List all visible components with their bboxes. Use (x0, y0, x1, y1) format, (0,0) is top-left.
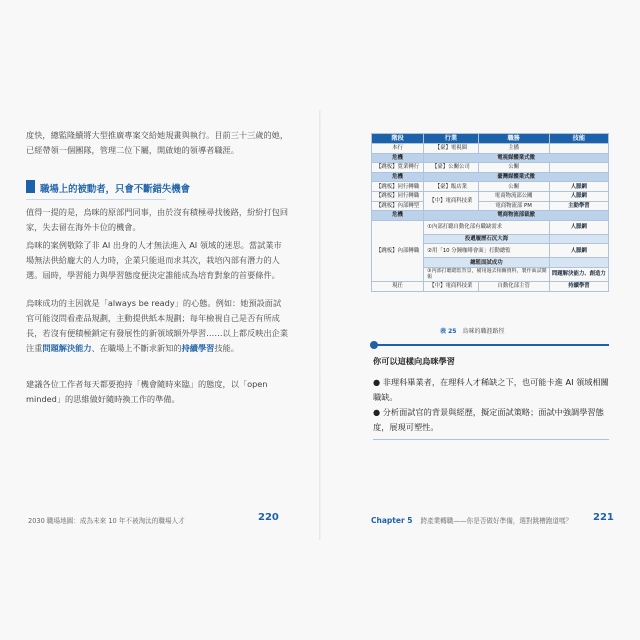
cell-step: ①內部打聽自動化部有職缺需求 (424, 220, 550, 234)
cell-skill: 主動學習 (549, 201, 608, 211)
table-row-crisis (372, 172, 609, 182)
cell-crisis: 臺灣媒體業式微 (424, 172, 609, 182)
table-row (372, 201, 609, 211)
cell-stage: 【跳板】同行轉職 (372, 191, 424, 201)
cell-stage: 【跳板】內部轉型 (372, 201, 424, 211)
cell-crisis: 電視媒體業式微 (424, 153, 609, 163)
left-footer: 2030 職場地圖：成為未來 10 年不被淘汰的職場人才 (28, 517, 185, 525)
paragraph-4 (26, 296, 288, 356)
cell-step: ②用「10 分鐘咖啡會面」打動總監 (424, 244, 550, 258)
tip-item: ● 非理科畢業者，在理科人才稀缺之下，也可能卡進 AI 領域相關職缺。 (373, 377, 609, 402)
cell-step: ③內部打聽總監背景，備用過去相關資料，製作面試簡報 (424, 267, 550, 281)
cell-stage: 危機 (372, 172, 424, 182)
cell-skill: 問題解決能力、創造力 (549, 267, 608, 281)
cell-stage: 【跳板】寬業轉行 (372, 163, 424, 173)
table-row (372, 191, 609, 201)
caption-text: 烏咪的職涯路徑 (462, 328, 505, 335)
paragraph-4-text-c: 技能。 (214, 343, 239, 353)
tip-dot-icon (370, 341, 378, 349)
section-title: 職場上的被動者，只會不斷錯失機會 (40, 184, 191, 195)
paragraph-2: 值得一提的是，烏咪的原部門同事，由於沒有積極尋找後路，紛紛打包回家，失去留在海外卡位的機會。 (26, 207, 289, 232)
tip-bottom-rule (373, 439, 609, 440)
cell-role: 公關 (478, 163, 549, 173)
cell-industry: 【臺】公關公司 (424, 163, 479, 173)
cell-industry: 【中】電商科技業 (424, 281, 479, 291)
table-row (372, 281, 609, 291)
career-path-table (371, 133, 609, 292)
cell-stage: 危機 (372, 153, 424, 163)
highlight-problem-solving: 問題解決能力 (42, 343, 92, 353)
caption-number: 表 25 (440, 328, 457, 335)
header-skill: 技能 (549, 134, 608, 144)
paragraph-5: 建議各位工作者每天都要抱持「機會隨時來臨」的態度，以「open minded」的思維做好隨時換工作的準備。 (26, 379, 268, 404)
cell-role: 公關 (478, 182, 549, 192)
header-industry: 行業 (424, 134, 479, 144)
cell-skill: 人脈網 (549, 244, 608, 258)
tip-title: 你可以這樣向烏咪學習 (373, 356, 455, 366)
cell-role: 電商物流部 PM (478, 201, 549, 211)
table-row (372, 163, 609, 173)
cell-crisis: 電商物流部裁撤 (424, 211, 609, 221)
table-row-sub (372, 220, 609, 234)
cell-skill: 人脈網 (549, 182, 608, 192)
cell-stage-span: 【跳板】內部轉職 (372, 220, 424, 281)
paragraph-4-text-a: 烏咪成功的主因就是「always be ready」的心態。例如：她預設面試官可能沒問看產品規劃，主動提供紙本規劃；每年檢視自己是否有所成長，若沒有便積極鎖定有發展性的新領域額外學習……以上都反映出企業注重 (26, 298, 289, 353)
cell-industry: 【臺】電視圈 (424, 144, 479, 154)
cell-stage: 【跳板】同行轉職 (372, 182, 424, 192)
section-marker (26, 180, 35, 193)
right-footer-text: 跨產業轉職——你是否做好準備，選對跳槽跑道嗎？ (420, 517, 573, 525)
cell-outcome: 總監面試成功 (424, 258, 550, 268)
chapter-label: Chapter 5 (371, 516, 413, 525)
table-row (372, 144, 609, 154)
cell-outcome: 投遞履歷石沉大海 (424, 234, 550, 244)
cell-role: 主播 (478, 144, 549, 154)
cell-role: 電商物流部公關 (478, 191, 549, 201)
right-page-number: 221 (593, 512, 614, 523)
table-row (372, 182, 609, 192)
right-footer (371, 515, 572, 525)
cell-empty (549, 234, 608, 244)
cell-skill: 人脈網 (549, 191, 608, 201)
paragraph-3: 烏咪的案例敬除了非 AI 出身的人才無法進入 AI 領域的迷思。當試業市場無法供給龐大的人力時，企業只能退而求其次，栽培內部有潛力的人選。屆時，學習能力與學習態度便決定誰能成為培育對象的首要條件。 (26, 240, 282, 280)
table-row-crisis (372, 153, 609, 163)
header-stage: 階段 (372, 134, 424, 144)
cell-skill (549, 163, 608, 173)
table-caption (440, 326, 504, 335)
highlight-continuous-learning: 持續學習 (181, 343, 215, 353)
cell-empty (549, 258, 608, 268)
table-header-row (372, 134, 609, 144)
cell-role: 自動化部主管 (478, 281, 549, 291)
table-row-crisis (372, 211, 609, 221)
header-role: 職務 (478, 134, 549, 144)
cell-skill: 人脈網 (549, 220, 608, 234)
section-underline (26, 199, 166, 200)
cell-skill: 持續學習 (549, 281, 608, 291)
paragraph-1: 度快，總監隆續將大型推廣專案交給她規畫與執行。目前三十三歲的她，已經帶領一個團隊，管理二位下屬，開啟她的領導者職涯。 (26, 130, 289, 155)
cell-industry: 【中】電商科技業 (424, 191, 479, 210)
left-page-number: 220 (258, 512, 279, 523)
tip-top-rule (373, 344, 609, 346)
cell-stage: 危機 (372, 211, 424, 221)
paragraph-4-text-b: 、在職場上不斷求新知的 (91, 343, 182, 353)
cell-industry: 【臺】飯店業 (424, 182, 479, 192)
page-gutter (319, 110, 321, 540)
tip-item: ● 分析面試官的背景與經歷，擬定面試策略；面試中強調學習態度，展現可塑性。 (373, 407, 604, 432)
cell-stage: 現任 (372, 281, 424, 291)
cell-stage: 本行 (372, 144, 424, 154)
cell-skill (549, 144, 608, 154)
